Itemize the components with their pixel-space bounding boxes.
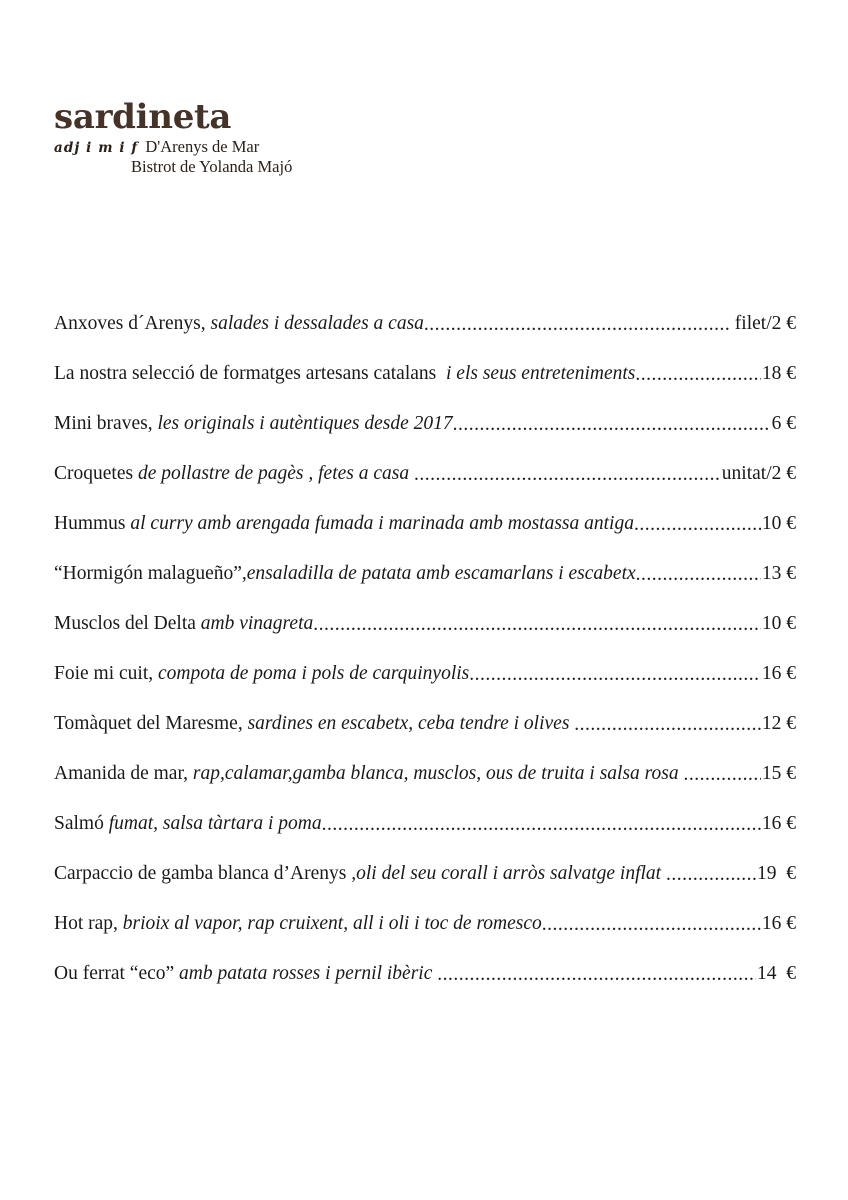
menu-item [54, 364, 796, 384]
dish-price: 12 € [761, 712, 796, 734]
dot-leader [414, 465, 721, 485]
dish-price: 16 € [761, 662, 796, 684]
dish-name: Salmó [54, 812, 104, 834]
menu-item [54, 864, 796, 884]
dish-price: 19 € [757, 862, 796, 884]
dot-leader [684, 765, 761, 785]
brand-tagline-line-1 [54, 137, 292, 158]
dot-leader [313, 615, 761, 635]
brand-tagline-line-2 [54, 157, 292, 178]
dish-description: fumat, salsa tàrtara i poma [103, 812, 322, 834]
dish-price: 13 € [761, 562, 796, 584]
dish-price: 15 € [761, 762, 796, 784]
dot-leader [542, 915, 761, 935]
dish-price: filet/2 € [729, 313, 796, 334]
dish-name: Hummus [54, 512, 126, 534]
brand-initials: adj i m i f [54, 139, 139, 156]
dish-description: amb vinagreta [195, 612, 314, 634]
dot-leader [636, 565, 761, 585]
dish-description: i els seus entreteniments [441, 362, 636, 384]
dish-name: Mini braves, [54, 412, 153, 434]
menu-item [54, 714, 796, 734]
dish-description: salades i dessalades a casa [205, 313, 424, 334]
dot-leader [424, 315, 729, 335]
brand-subtitle: Bistrot de Yolanda Majó [131, 157, 293, 177]
dish-description: ,oli del seu corall i arròs salvatge inflat [351, 862, 666, 884]
menu-item [54, 764, 796, 784]
menu-item [54, 664, 796, 684]
menu-item [54, 464, 796, 484]
menu-item [54, 614, 796, 634]
menu-item [54, 964, 796, 984]
brand-logo [54, 97, 293, 178]
dish-name: Tomàquet del Maresme, [54, 712, 243, 734]
dot-leader [666, 865, 756, 885]
dish-name: Ou ferrat “eco” [54, 962, 175, 984]
menu-item [54, 814, 796, 834]
dish-name: Hot rap, [54, 912, 118, 934]
dish-description: les originals i autèntiques desde 2017 [152, 412, 453, 434]
dish-price: 14 € [757, 962, 796, 984]
dish-name: Anxoves d´Arenys, [54, 313, 206, 334]
dish-price: 18 € [761, 362, 796, 384]
dot-leader [453, 415, 771, 435]
menu-item [54, 314, 796, 334]
brand-tagline [54, 137, 292, 179]
dish-price: 6 € [771, 412, 796, 434]
dish-price: unitat/2 € [721, 462, 796, 484]
dish-name: “Hormigón malagueño”, [54, 562, 247, 584]
menu-item [54, 564, 796, 584]
dot-leader [322, 815, 761, 835]
dish-description: al curry amb arengada fumada i marinada amb mostassa antiga [125, 512, 634, 534]
dish-description: rap,calamar,gamba blanca, musclos, ous de truita i salsa rosa [188, 762, 684, 784]
menu-item [54, 514, 796, 534]
brand-location: D'Arenys de Mar [145, 136, 260, 156]
menu-item [54, 414, 796, 434]
dish-description: brioix al vapor, rap cruixent, all i oli i toc de romesco [117, 912, 542, 934]
dish-description: de pollastre de pagès , fetes a casa [133, 462, 414, 484]
dish-name: Croquetes [54, 462, 134, 484]
menu-item [54, 914, 796, 934]
dish-name: Carpaccio de gamba blanca d’Arenys [54, 862, 352, 884]
dot-leader [574, 715, 761, 735]
dish-price: 16 € [761, 912, 796, 934]
dish-description: ensaladilla de patata amb escamarlans i escabetx [246, 562, 636, 584]
dish-name: Musclos del Delta [54, 612, 196, 634]
dot-leader [634, 515, 761, 535]
dish-price: 10 € [761, 612, 796, 634]
dish-description: amb patata rosses i pernil ibèric [174, 962, 438, 984]
dish-description: sardines en escabetx, ceba tendre i olives [242, 712, 575, 734]
dish-name: Foie mi cuit, [54, 662, 154, 684]
dish-price: 10 € [761, 512, 796, 534]
dot-leader [437, 965, 756, 985]
dish-name: La nostra selecció de formatges artesans catalans [54, 362, 442, 384]
dish-price: 16 € [761, 812, 796, 834]
dot-leader [469, 665, 761, 685]
dot-leader [635, 365, 761, 385]
dish-name: Amanida de mar, [54, 762, 189, 784]
menu-list [54, 314, 796, 1014]
brand-wordmark: sardineta [54, 97, 232, 137]
dish-description: compota de poma i pols de carquinyolis [153, 662, 470, 684]
